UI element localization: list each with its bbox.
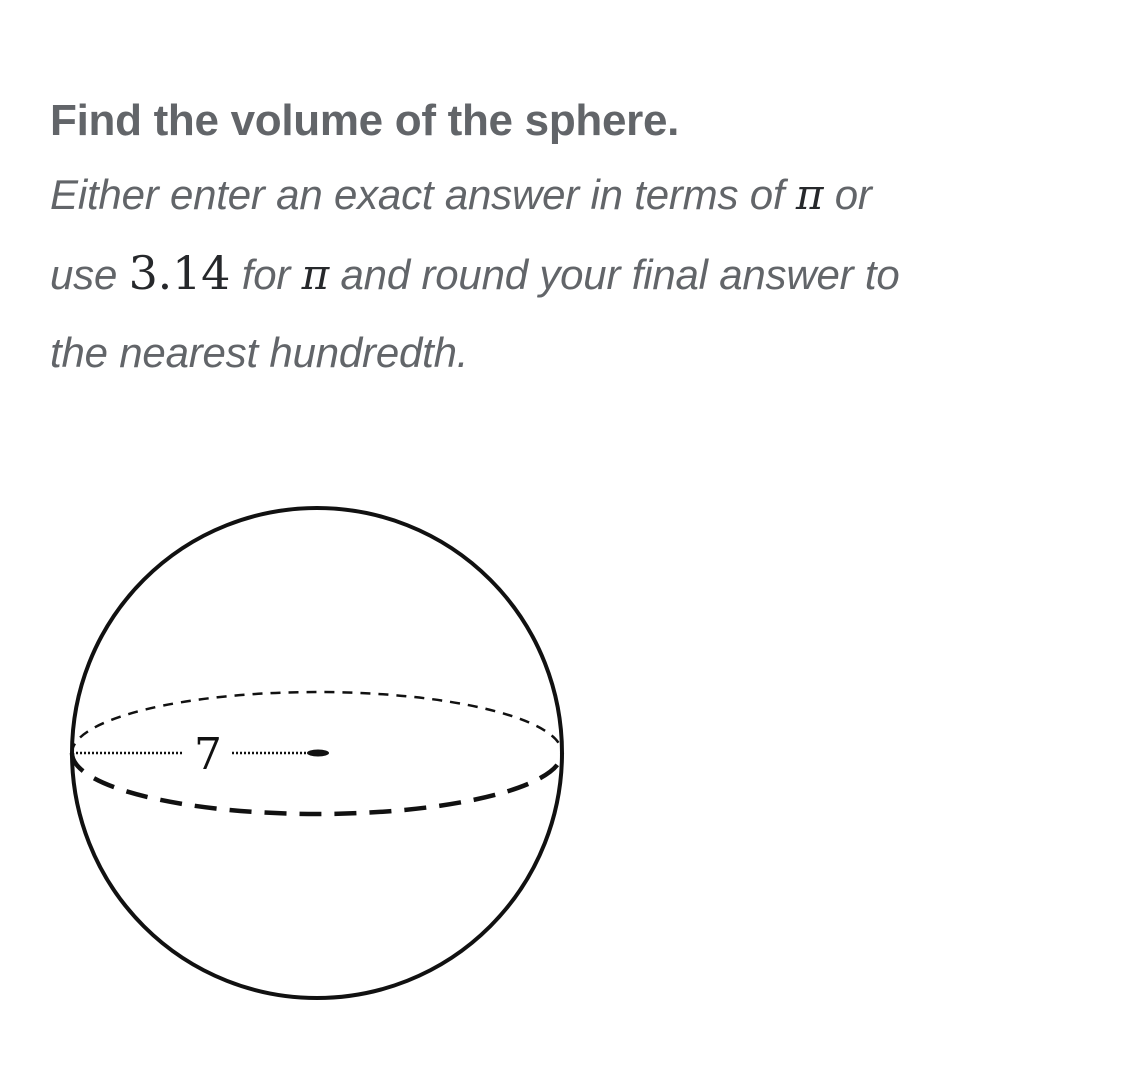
instructions-text: use (50, 251, 118, 298)
center-point (307, 750, 329, 757)
question-block (50, 86, 1090, 392)
question-prompt: Find the volume of the sphere. (50, 96, 680, 145)
radius-label: 7 (194, 729, 222, 780)
pi-symbol: π (301, 250, 330, 299)
instructions-line-1 (50, 156, 1090, 234)
pi-symbol: π (795, 170, 824, 219)
sphere-figure (0, 490, 640, 1030)
instructions-line-2 (50, 234, 1090, 314)
pi-approximation-value: 3.14 (128, 246, 231, 300)
instructions-text: Either enter an exact answer in terms of (50, 171, 785, 218)
instructions-text: and round your final answer to (340, 251, 900, 298)
equator-front-dashed (72, 753, 562, 814)
sphere-diagram (0, 490, 640, 1030)
instructions-text: or (834, 171, 872, 218)
instructions-line-3: the nearest hundredth. (50, 329, 469, 376)
question-instructions (50, 156, 1090, 392)
equator-back-dashed (72, 692, 562, 753)
instructions-text: for (241, 251, 291, 298)
